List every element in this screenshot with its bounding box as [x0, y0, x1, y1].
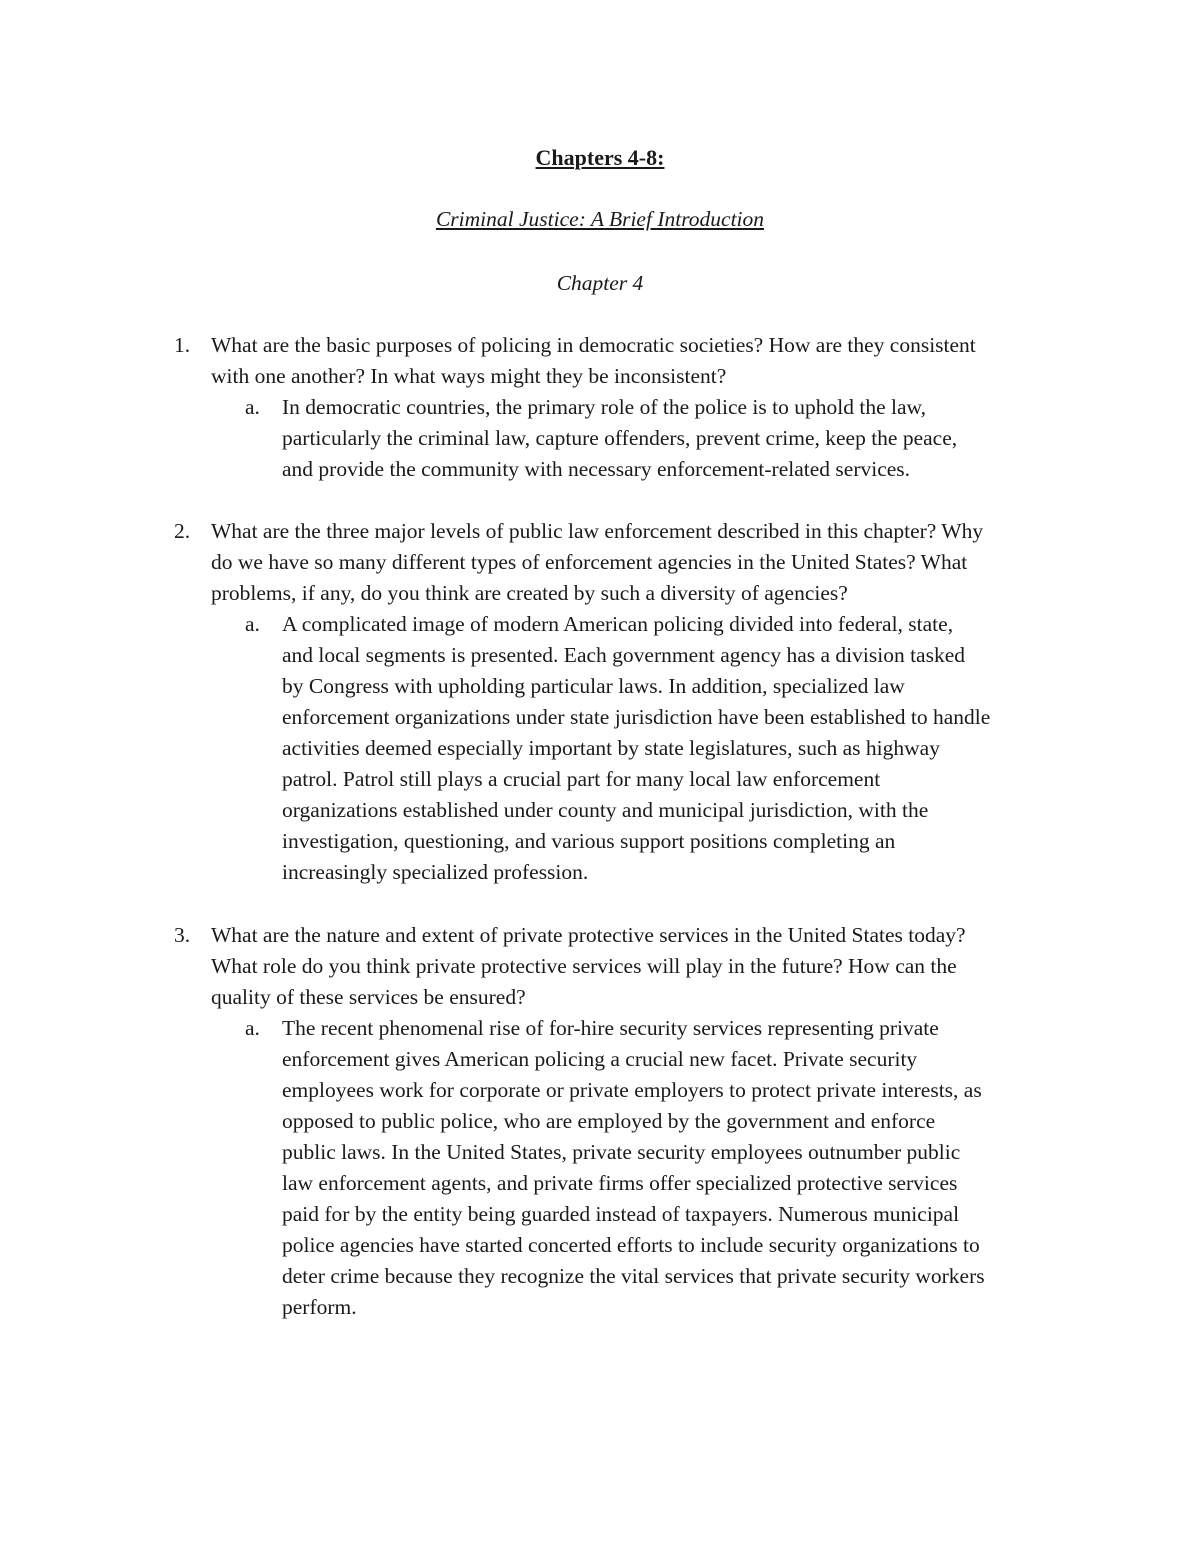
question-line: with one another? In what ways might they be inconsistent?	[211, 364, 727, 388]
answer-line: and provide the community with necessary enforcement-related services.	[282, 457, 911, 481]
answer-letter: a.	[245, 612, 260, 636]
answer-line: enforcement gives American policing a crucial new facet. Private security	[282, 1047, 918, 1071]
answer-line: activities deemed especially important by state legislatures, such as highway	[282, 736, 940, 760]
question-line: quality of these services be ensured?	[211, 985, 526, 1009]
answer-line: organizations established under county and municipal jurisdiction, with the	[282, 798, 929, 822]
answer-letter: a.	[245, 395, 260, 419]
answer-text	[282, 1013, 985, 1323]
question-line: do we have so many different types of enforcement agencies in the United States? What	[211, 550, 968, 574]
chapter-heading: Chapter 4	[556, 271, 644, 295]
question-line: What role do you think private protective services will play in the future? How can the	[211, 954, 957, 978]
question-line: What are the nature and extent of private protective services in the United States today?	[211, 923, 966, 947]
answer-line: public laws. In the United States, private security employees outnumber public	[282, 1140, 961, 1164]
question-line: What are the basic purposes of policing in democratic societies? How are they consistent	[211, 333, 976, 357]
answer-text	[282, 392, 957, 485]
question-text	[211, 330, 976, 392]
question-text	[211, 920, 966, 1013]
answer-line: and local segments is presented. Each government agency has a division tasked	[282, 643, 966, 667]
document-title: Chapters 4-8:	[535, 145, 665, 170]
question-number: 2.	[174, 519, 191, 543]
answer-line: investigation, questioning, and various support positions completing an	[282, 829, 896, 853]
answer-line: police agencies have started concerted efforts to include security organizations to	[282, 1233, 980, 1257]
answer-line: by Congress with upholding particular laws. In addition, specialized law	[282, 674, 905, 698]
book-title: Criminal Justice: A Brief Introduction	[435, 207, 765, 231]
question-text	[211, 516, 983, 609]
answer-line: paid for by the entity being guarded instead of taxpayers. Numerous municipal	[282, 1202, 960, 1226]
answer-line: employees work for corporate or private employers to protect private interests, as	[282, 1078, 982, 1102]
answer-text	[282, 609, 990, 888]
answer-line: deter crime because they recognize the vital services that private security workers	[282, 1264, 985, 1288]
answer-line: A complicated image of modern American policing divided into federal, state,	[282, 612, 954, 636]
answer-line: enforcement organizations under state jurisdiction have been established to handle	[282, 705, 991, 729]
question-line: problems, if any, do you think are created by such a diversity of agencies?	[211, 581, 848, 605]
answer-line: perform.	[282, 1295, 357, 1319]
answer-line: law enforcement agents, and private firms offer specialized protective services	[282, 1171, 958, 1195]
answer-line: particularly the criminal law, capture offenders, prevent crime, keep the peace,	[282, 426, 958, 450]
answer-line: patrol. Patrol still plays a crucial part for many local law enforcement	[282, 767, 881, 791]
question-number: 1.	[174, 333, 191, 357]
question-number: 3.	[174, 923, 191, 947]
question-line: What are the three major levels of public law enforcement described in this chapter? Why	[211, 519, 984, 543]
answer-letter: a.	[245, 1016, 260, 1040]
answer-line: In democratic countries, the primary role of the police is to uphold the law,	[282, 395, 927, 419]
answer-line: increasingly specialized profession.	[282, 860, 589, 884]
answer-line: opposed to public police, who are employed by the government and enforce	[282, 1109, 936, 1133]
answer-line: The recent phenomenal rise of for-hire security services representing private	[282, 1016, 939, 1040]
